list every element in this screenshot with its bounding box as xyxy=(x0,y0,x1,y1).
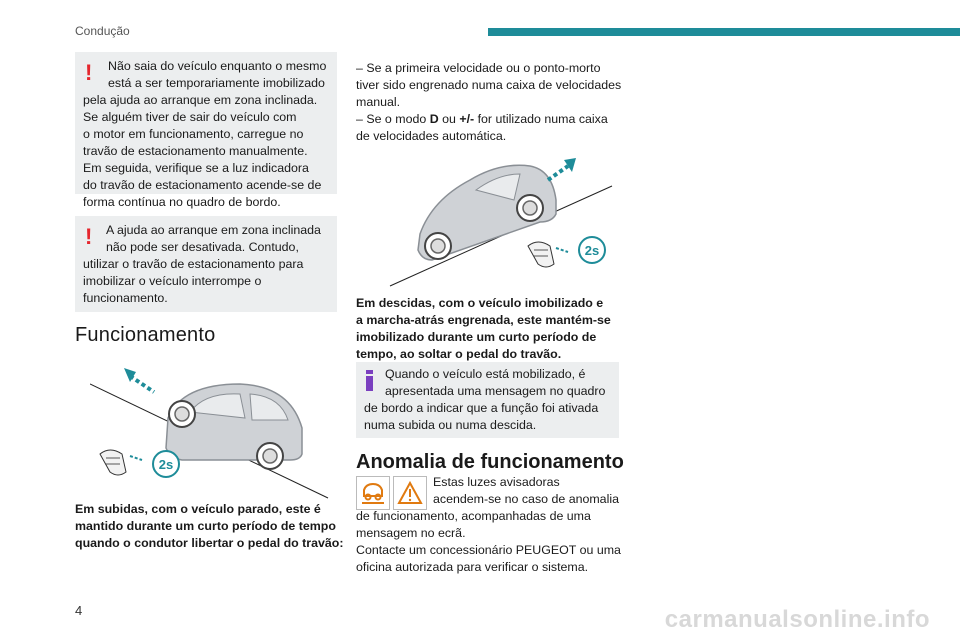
warning-2-line: A ajuda ao arranque em zona inclinada xyxy=(106,223,321,237)
info-line: apresentada uma mensagem no quadro xyxy=(385,384,606,398)
anomaly-line: de funcionamento, acompanhadas de uma xyxy=(356,509,591,523)
anomaly-line: oficina autorizada para verificar o sistema. xyxy=(356,560,589,574)
warning-1-line: do travão de estacionamento acende-se de xyxy=(83,178,322,192)
timer-badge: 2s xyxy=(158,457,174,472)
info-icon xyxy=(366,370,373,391)
uphill-caption-line: Em subidas, com o veículo parado, este é xyxy=(75,502,321,516)
uphill-car-illustration xyxy=(90,362,340,502)
warning-1-line: está a ser temporariamente imobilizado xyxy=(108,76,325,90)
list-item-line: – Se a primeira velocidade ou o ponto-morto xyxy=(356,61,601,75)
warning-1-line: travão de estacionamento manualmente. xyxy=(83,144,308,158)
info-box xyxy=(356,362,619,438)
anomaly-line: mensagem no ecrã. xyxy=(356,526,466,540)
warning-1-line: forma contínua no quadro de bordo. xyxy=(83,195,281,209)
warning-box-2 xyxy=(75,216,337,312)
uphill-caption-line: quando o condutor libertar o pedal do travão: xyxy=(75,536,344,550)
section-title: Condução xyxy=(75,24,130,38)
warning-icon: ! xyxy=(85,224,93,249)
list-item-line: – Se o modo D ou +/- for utilizado numa caixa xyxy=(356,112,608,126)
warning-1-line: pela ajuda ao arranque em zona inclinada. xyxy=(83,93,318,107)
list-item-line: manual. xyxy=(356,95,401,109)
warning-2-line: imobilizar o veículo interrompe o xyxy=(83,274,262,288)
general-warning-lamp-icon xyxy=(393,476,427,510)
header-accent-bar xyxy=(488,28,960,36)
warning-icon: ! xyxy=(85,60,93,85)
anomaly-line: Estas luzes avisadoras xyxy=(433,475,560,489)
anomaly-line: Contacte um concessionário PEUGEOT ou uma xyxy=(356,543,621,557)
warning-1-line: Em seguida, verifique se a luz indicadora xyxy=(83,161,309,175)
hill-assist-warning-lamp-icon xyxy=(356,476,390,510)
warning-2-line: utilizar o travão de estacionamento para xyxy=(83,257,304,271)
downhill-caption-line: imobilizado durante um curto período de xyxy=(356,330,597,344)
warning-box-1 xyxy=(75,52,337,209)
list-item-line: tiver sido engrenado numa caixa de velocidades xyxy=(356,78,622,92)
info-line: numa subida ou numa descida. xyxy=(364,418,537,432)
downhill-car-illustration xyxy=(380,150,620,290)
warning-1-line: o motor em funcionamento, carregue no xyxy=(83,127,304,141)
uphill-caption-line: mantido durante um curto período de tempo xyxy=(75,519,336,533)
section-heading-anomalia: Anomalia de funcionamento xyxy=(356,451,624,473)
info-line: de bordo a indicar que a função foi ativada xyxy=(364,401,599,415)
warning-2-line: não pode ser desativada. Contudo, xyxy=(106,240,299,254)
downhill-caption-line: a marcha-atrás engrenada, este mantém-se xyxy=(356,313,611,327)
warning-2-line: funcionamento. xyxy=(83,291,168,305)
info-line: Quando o veículo está mobilizado, é xyxy=(385,367,586,381)
downhill-caption-line: Em descidas, com o veículo imobilizado e xyxy=(356,296,604,310)
watermark: carmanualsonline.info xyxy=(664,606,930,633)
downhill-caption-line: tempo, ao soltar o pedal do travão. xyxy=(356,347,562,361)
timer-badge: 2s xyxy=(584,243,600,258)
warning-1-line: Não saia do veículo enquanto o mesmo xyxy=(108,59,327,73)
warning-1-line: Se alguém tiver de sair do veículo com xyxy=(83,110,297,124)
list-item-line: de velocidades automática. xyxy=(356,129,507,143)
anomaly-line: acendem-se no caso de anomalia xyxy=(433,492,619,506)
page-number: 4 xyxy=(75,603,83,618)
section-heading-funcionamento: Funcionamento xyxy=(75,324,216,346)
